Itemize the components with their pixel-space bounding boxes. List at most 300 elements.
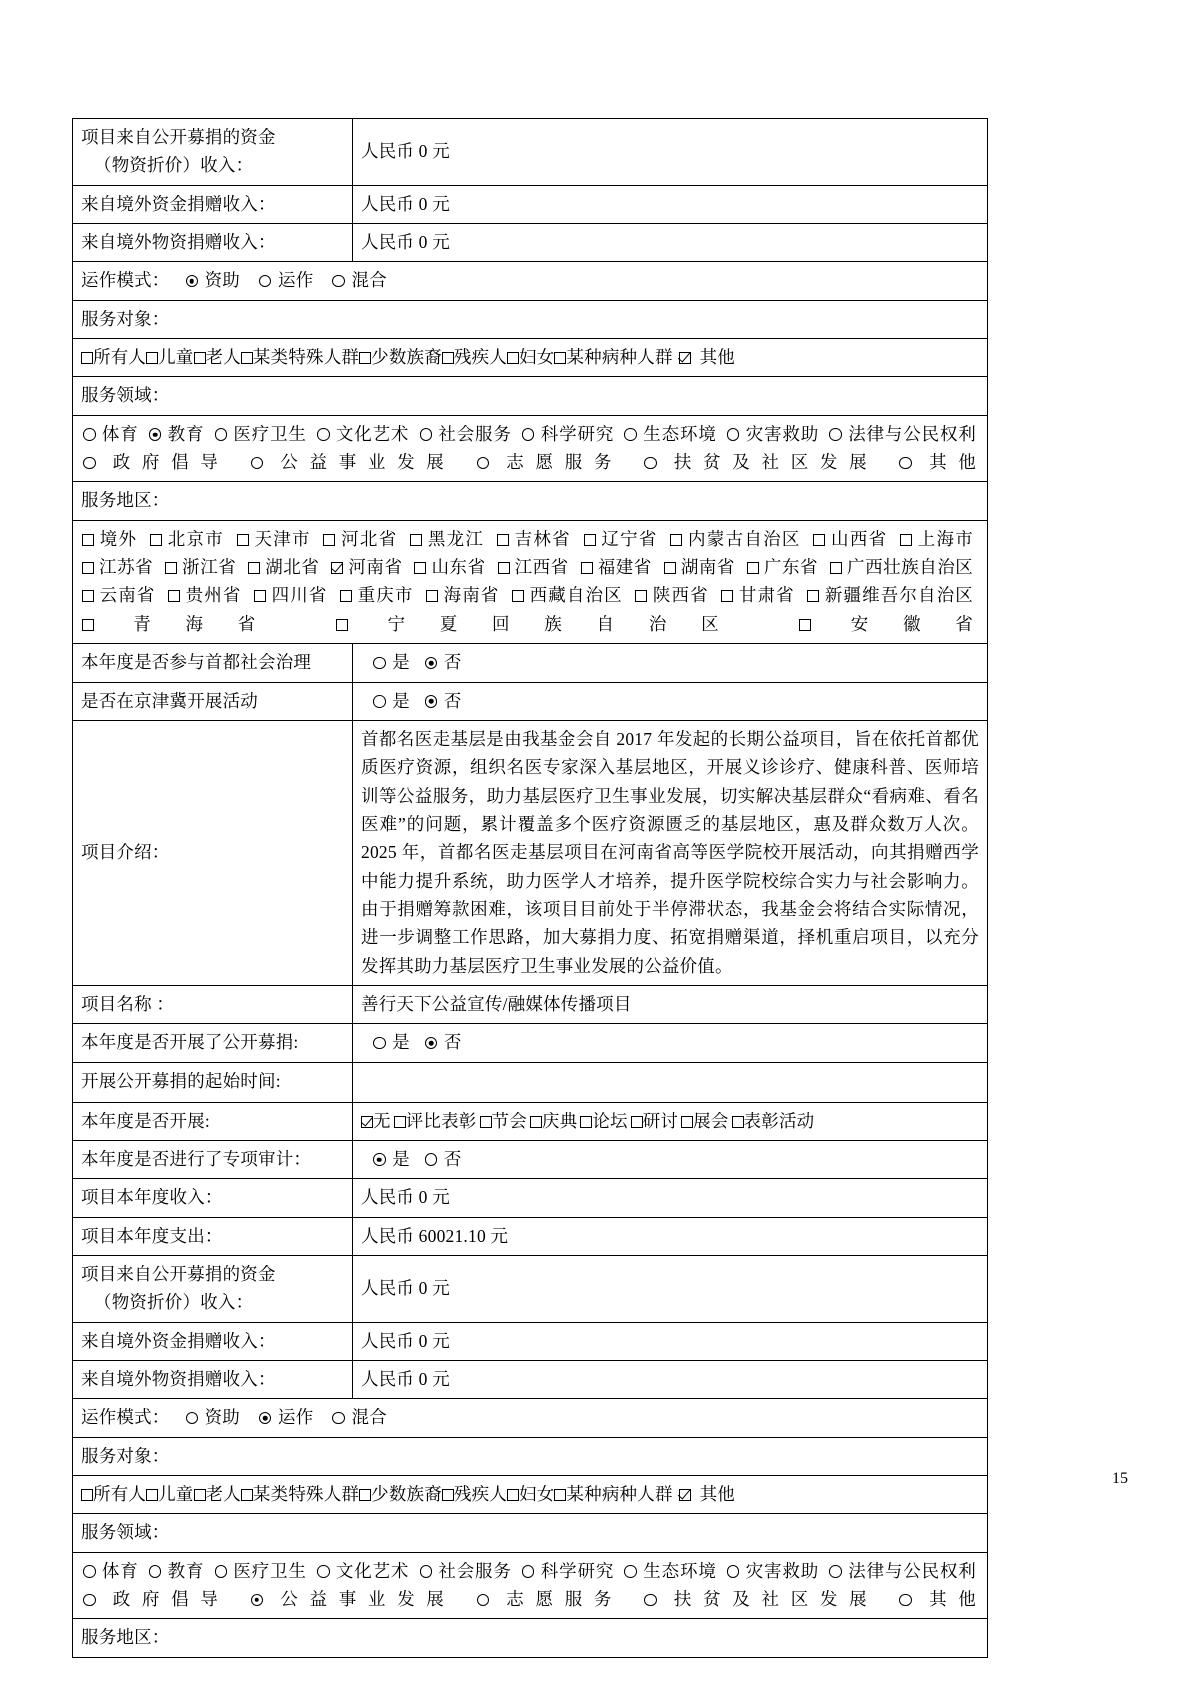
radio-option[interactable] [315, 1561, 409, 1581]
radio-empty-icon[interactable] [420, 1565, 433, 1578]
checkbox-empty-icon[interactable] [507, 1489, 519, 1501]
checkbox-option-label: 少数族裔 [371, 347, 442, 368]
radio-selected-icon[interactable] [259, 1412, 272, 1425]
checkbox-option[interactable] [359, 1484, 442, 1504]
value-b-name: 善行天下公益宣传/融媒体传播项目 [353, 985, 988, 1023]
checkbox-empty-icon[interactable] [747, 562, 759, 574]
checkbox-empty-icon[interactable] [721, 590, 733, 602]
checkbox-option-label: 节会 [491, 1110, 527, 1131]
checkbox-empty-icon[interactable] [442, 1489, 454, 1501]
radio-empty-icon[interactable] [899, 1594, 912, 1607]
radio-empty-icon[interactable] [332, 275, 345, 288]
label-a-service-regions: 服务地区： [73, 482, 988, 520]
radio-option-label: 生态环境 [638, 1560, 717, 1581]
checkbox-option[interactable] [530, 1111, 577, 1131]
radio-option[interactable] [725, 1561, 819, 1581]
checkbox-option[interactable] [194, 347, 241, 367]
radio-empty-icon[interactable] [477, 457, 490, 470]
checkbox-option[interactable] [507, 1484, 554, 1504]
checkbox-option-label: 重庆市 [353, 585, 414, 606]
checkbox-empty-icon[interactable] [635, 590, 647, 602]
radio-selected-icon[interactable] [149, 428, 162, 441]
radio-option[interactable] [827, 1561, 976, 1581]
checkbox-option[interactable] [146, 1484, 193, 1504]
checkbox-empty-icon[interactable] [146, 1489, 158, 1501]
radio-option[interactable] [81, 1561, 139, 1581]
radio-option[interactable] [622, 1561, 716, 1581]
table-row-b-service-objects-label [73, 1437, 988, 1475]
value-b-overseas-fund-income: 人民币 0 元 [353, 1322, 988, 1360]
radio-option-label: 是 [387, 1032, 410, 1053]
checkbox-option-label: 宁夏回族自治区 [349, 613, 754, 634]
checkbox-option[interactable] [339, 585, 414, 605]
checkbox-group-a-service-regions[interactable] [73, 520, 988, 643]
checkbox-option[interactable] [81, 585, 156, 605]
radio-option[interactable] [213, 424, 307, 444]
checkbox-option-label: 山西省 [826, 528, 888, 549]
checkbox-empty-icon[interactable] [799, 619, 811, 631]
radio-option-label: 运作 [273, 270, 314, 291]
checkbox-empty-icon[interactable] [168, 590, 180, 602]
checkbox-empty-icon[interactable] [82, 562, 94, 574]
radio-selected-icon[interactable] [425, 1037, 438, 1050]
checkbox-option-label: 吉林省 [509, 528, 571, 549]
table-row-b-special-audit [73, 1140, 988, 1178]
radio-empty-icon[interactable] [425, 1153, 438, 1166]
radio-option[interactable] [475, 452, 624, 472]
radio-empty-icon[interactable] [420, 428, 433, 441]
radio-option[interactable] [520, 1561, 614, 1581]
radio-group-b-service-fields[interactable] [73, 1552, 988, 1619]
checkbox-option[interactable] [81, 614, 290, 634]
radio-option[interactable] [642, 452, 878, 472]
radio-option-label: 政府倡导 [97, 452, 230, 473]
checkbox-empty-icon[interactable] [670, 534, 682, 546]
radio-option-label: 志愿服务 [491, 452, 624, 473]
checkbox-option[interactable] [81, 347, 146, 367]
radio-option[interactable] [423, 691, 462, 711]
checkbox-option-label: 老人 [205, 1484, 241, 1505]
checkbox-option[interactable] [361, 1111, 391, 1131]
checkbox-option[interactable] [496, 529, 571, 549]
radio-option[interactable] [897, 452, 976, 472]
checkbox-option-label: 广西壮族自治区 [842, 557, 973, 578]
checkbox-option-label: 妇女 [519, 1484, 555, 1505]
checkbox-option-label: 安徽省 [812, 613, 973, 634]
checkbox-option[interactable] [167, 585, 242, 605]
radio-empty-icon[interactable] [83, 457, 96, 470]
checkbox-empty-icon[interactable] [664, 562, 676, 574]
checkbox-option-label: 残疾人 [453, 1484, 508, 1505]
checkbox-option-label: 贵州省 [181, 585, 242, 606]
checkbox-empty-icon[interactable] [194, 352, 206, 364]
table-row-a-jingjinji [73, 682, 988, 720]
checkbox-option-label: 新疆维吾尔自治区 [820, 585, 973, 606]
radio-option[interactable] [622, 424, 716, 444]
radio-empty-icon[interactable] [829, 1565, 842, 1578]
radio-option-label: 社会服务 [434, 423, 512, 444]
checkbox-option-label: 庆典 [541, 1110, 578, 1131]
checkbox-option[interactable] [679, 1484, 735, 1504]
checkbox-option[interactable] [81, 1484, 146, 1504]
radio-option[interactable] [184, 1407, 240, 1427]
checkbox-empty-icon[interactable] [248, 562, 260, 574]
radio-option[interactable] [81, 1589, 230, 1609]
radio-empty-icon[interactable] [522, 1565, 535, 1578]
radio-option[interactable] [315, 424, 409, 444]
radio-option[interactable] [418, 1561, 512, 1581]
label-b-service-fields: 服务领域： [73, 1514, 988, 1552]
radio-selected-icon[interactable] [425, 695, 438, 708]
checkbox-option[interactable] [580, 557, 652, 577]
checkbox-option[interactable] [335, 614, 753, 634]
label-line-2: （物资折价）收入： [94, 1292, 254, 1313]
label-b-operation-mode: 运作模式： [81, 1407, 170, 1428]
radio-empty-icon[interactable] [727, 428, 740, 441]
radio-empty-icon[interactable] [373, 1037, 386, 1050]
checkbox-option[interactable] [798, 614, 973, 634]
radio-option[interactable] [642, 1589, 878, 1609]
checkbox-option[interactable] [164, 557, 236, 577]
radio-option[interactable] [81, 424, 139, 444]
label-a-service-fields: 服务领域： [73, 377, 988, 415]
radio-option[interactable] [330, 1407, 386, 1427]
checkbox-option[interactable] [442, 1484, 507, 1504]
radio-group-a-operation-mode[interactable] [170, 270, 390, 290]
radio-option[interactable] [249, 1589, 456, 1609]
radio-option[interactable] [827, 424, 976, 444]
checkbox-empty-icon[interactable] [530, 1116, 542, 1128]
checkbox-option-label: 山东省 [427, 557, 486, 578]
checkbox-empty-icon[interactable] [237, 534, 249, 546]
checkbox-empty-icon[interactable] [554, 352, 566, 364]
label-b-special-audit: 本年度是否进行了专项审计： [73, 1140, 353, 1178]
checkbox-option[interactable] [241, 1484, 359, 1504]
checkbox-option[interactable] [81, 529, 137, 549]
radio-empty-icon[interactable] [644, 1594, 657, 1607]
radio-option-label: 医疗卫生 [229, 1560, 307, 1581]
checkbox-option-label: 辽宁省 [596, 528, 658, 549]
radio-option[interactable] [371, 652, 410, 672]
radio-empty-icon[interactable] [522, 428, 535, 441]
radio-option-label: 其他 [913, 1589, 976, 1610]
checkbox-option[interactable] [330, 557, 402, 577]
radio-option-label: 否 [439, 690, 462, 711]
label-b-fundraising-start: 开展公开募捐的起始时间: [73, 1062, 353, 1102]
radio-option[interactable] [475, 1589, 624, 1609]
checkbox-option[interactable] [409, 529, 484, 549]
radio-option[interactable] [371, 691, 410, 711]
checkbox-empty-icon[interactable] [394, 1116, 406, 1128]
radio-empty-icon[interactable] [332, 1412, 345, 1425]
checkbox-option-label: 河北省 [336, 528, 398, 549]
checkbox-empty-icon[interactable] [82, 619, 94, 631]
checkbox-empty-icon[interactable] [554, 1489, 566, 1501]
radio-empty-icon[interactable] [186, 1412, 199, 1425]
value-b-overseas-goods-income: 人民币 0 元 [353, 1361, 988, 1399]
checkbox-option[interactable] [806, 585, 973, 605]
radio-empty-icon[interactable] [317, 428, 330, 441]
checkbox-empty-icon[interactable] [410, 534, 422, 546]
checkbox-empty-icon[interactable] [681, 1116, 693, 1128]
radio-option[interactable] [147, 1561, 205, 1581]
radio-option-label: 资助 [200, 270, 240, 291]
checkbox-option[interactable] [497, 557, 569, 577]
checkbox-option[interactable] [511, 585, 623, 605]
checkbox-option-label: 湖北省 [261, 557, 320, 578]
label-a-service-objects: 服务对象： [73, 300, 988, 338]
checkbox-option[interactable] [81, 557, 153, 577]
radio-option-label: 文化艺术 [331, 1560, 410, 1581]
radio-selected-icon[interactable] [186, 275, 199, 288]
radio-option[interactable] [147, 424, 205, 444]
checkbox-option[interactable] [631, 1111, 678, 1131]
radio-empty-icon[interactable] [251, 457, 264, 470]
label-a-overseas-goods-income: 来自境外物资捐赠收入： [73, 224, 353, 262]
checkbox-group-b-activities[interactable] [353, 1102, 988, 1140]
value-b-fundraising-start[interactable] [353, 1062, 988, 1102]
checkbox-empty-icon[interactable] [241, 352, 253, 364]
checkbox-empty-icon[interactable] [442, 352, 454, 364]
radio-group-b-public-fundraising[interactable] [353, 1024, 988, 1062]
radio-option-label: 体育 [97, 1560, 139, 1581]
checkbox-group-a-service-objects[interactable] [73, 339, 988, 377]
value-a-public-fundraising-income: 人民币 0 元 [353, 119, 988, 186]
checkbox-option[interactable] [829, 557, 973, 577]
checkbox-empty-icon[interactable] [81, 352, 93, 364]
checkbox-empty-icon[interactable] [584, 534, 596, 546]
radio-option[interactable] [418, 424, 512, 444]
radio-option[interactable] [249, 452, 456, 472]
checkbox-option[interactable] [413, 557, 485, 577]
checkbox-option[interactable] [480, 1111, 527, 1131]
checkbox-option[interactable] [720, 585, 795, 605]
checkbox-option-label: 儿童 [158, 1484, 194, 1505]
radio-option[interactable] [897, 1589, 976, 1609]
checkbox-option[interactable] [149, 529, 224, 549]
radio-option[interactable] [423, 652, 462, 672]
label-b-public-fundraising: 本年度是否开展了公开募捐: [73, 1024, 353, 1062]
radio-empty-icon[interactable] [644, 457, 657, 470]
checkbox-option[interactable] [679, 347, 735, 367]
checkbox-option[interactable] [507, 347, 554, 367]
checkbox-option[interactable] [394, 1111, 477, 1131]
radio-option[interactable] [371, 1032, 410, 1052]
label-b-activities: 本年度是否开展: [73, 1102, 353, 1140]
radio-option[interactable] [184, 270, 240, 290]
table-row-a-overseas-goods-income [73, 224, 988, 262]
checkbox-empty-icon[interactable] [82, 590, 94, 602]
checkbox-empty-icon[interactable] [498, 562, 510, 574]
checkbox-option-label: 研讨 [642, 1110, 679, 1131]
radio-empty-icon[interactable] [727, 1565, 740, 1578]
table-row-b-activities [73, 1102, 988, 1140]
radio-empty-icon[interactable] [83, 428, 96, 441]
radio-option-label: 其他 [913, 452, 976, 473]
radio-option-label: 社会服务 [434, 1560, 512, 1581]
checkbox-empty-icon[interactable] [81, 1489, 93, 1501]
checkbox-empty-icon[interactable] [732, 1116, 744, 1128]
checkbox-empty-icon[interactable] [359, 352, 371, 364]
radio-option[interactable] [423, 1032, 462, 1052]
radio-empty-icon[interactable] [373, 695, 386, 708]
radio-empty-icon[interactable] [259, 275, 272, 288]
radio-option[interactable] [257, 270, 313, 290]
checkbox-empty-icon[interactable] [813, 534, 825, 546]
radio-option-label: 否 [439, 652, 462, 673]
checkbox-option-label: 所有人 [93, 347, 147, 368]
checkbox-option-label: 江西省 [510, 557, 569, 578]
radio-group-b-operation-mode[interactable] [170, 1407, 390, 1427]
radio-option-label: 灾害救助 [741, 1560, 820, 1581]
radio-empty-icon[interactable] [477, 1594, 490, 1607]
radio-group-a-service-fields[interactable] [73, 415, 988, 482]
checkbox-option-label: 福建省 [593, 557, 652, 578]
radio-option[interactable] [330, 270, 386, 290]
checkbox-option[interactable] [442, 347, 507, 367]
radio-empty-icon[interactable] [215, 428, 228, 441]
checkbox-checked-icon[interactable] [331, 562, 343, 574]
checkbox-empty-icon[interactable] [82, 534, 94, 546]
checkbox-option-label: 陕西省 [648, 585, 709, 606]
radio-selected-icon[interactable] [251, 1594, 264, 1607]
radio-option-label: 科学研究 [536, 1560, 615, 1581]
checkbox-option[interactable] [236, 529, 311, 549]
table-row-a-service-objects [73, 339, 988, 377]
radio-empty-icon[interactable] [624, 428, 637, 441]
checkbox-option[interactable] [634, 585, 709, 605]
label-b-service-regions: 服务地区： [73, 1619, 988, 1657]
checkbox-option[interactable] [194, 1484, 241, 1504]
label-line-2: （物资折价）收入： [94, 155, 254, 176]
radio-option-label: 是 [387, 1148, 410, 1169]
table-row-a-service-regions-label [73, 482, 988, 520]
radio-empty-icon[interactable] [149, 1565, 162, 1578]
table-row-b-public-fundraising [73, 1024, 988, 1062]
checkbox-option-label: 某种病种人群 [566, 1484, 673, 1505]
checkbox-empty-icon[interactable] [194, 1489, 206, 1501]
checkbox-empty-icon[interactable] [507, 352, 519, 364]
checkbox-empty-icon[interactable] [426, 590, 438, 602]
checkbox-empty-icon[interactable] [336, 619, 348, 631]
checkbox-option[interactable] [663, 557, 735, 577]
checkbox-empty-icon[interactable] [480, 1116, 492, 1128]
radio-option[interactable] [371, 1149, 410, 1169]
checkbox-empty-icon[interactable] [414, 562, 426, 574]
radio-empty-icon[interactable] [624, 1565, 637, 1578]
value-a-overseas-goods-income: 人民币 0 元 [353, 224, 988, 262]
checkbox-empty-icon[interactable] [512, 590, 524, 602]
radio-group-a-capital-governance[interactable] [353, 644, 988, 682]
checkbox-option[interactable] [241, 347, 359, 367]
radio-option-label: 否 [439, 1032, 462, 1053]
checkbox-empty-icon[interactable] [359, 1489, 371, 1501]
checkbox-option[interactable] [253, 585, 328, 605]
label-b-overseas-fund-income: 来自境外资金捐赠收入： [73, 1322, 353, 1360]
checkbox-option[interactable] [359, 347, 442, 367]
checkbox-empty-icon[interactable] [581, 562, 593, 574]
checkbox-checked-icon[interactable] [679, 352, 691, 364]
table-row-b-service-objects [73, 1476, 988, 1514]
checkbox-empty-icon[interactable] [631, 1116, 643, 1128]
checkbox-option[interactable] [146, 347, 193, 367]
checkbox-empty-icon[interactable] [241, 1489, 253, 1501]
checkbox-empty-icon[interactable] [340, 590, 352, 602]
checkbox-empty-icon[interactable] [580, 1116, 592, 1128]
checkbox-option[interactable] [554, 347, 672, 367]
checkbox-option-label: 甘肃省 [734, 585, 795, 606]
checkbox-empty-icon[interactable] [323, 534, 335, 546]
checkbox-option[interactable] [554, 1484, 672, 1504]
checkbox-option[interactable] [247, 557, 319, 577]
radio-option-label: 公益事业发展 [265, 1589, 456, 1610]
label-b-expense: 项目本年度支出： [73, 1217, 353, 1255]
table-row-a-service-fields-label [73, 377, 988, 415]
checkbox-option[interactable] [899, 529, 973, 549]
radio-option-label: 教育 [163, 423, 205, 444]
checkbox-option[interactable] [746, 557, 818, 577]
checkbox-empty-icon[interactable] [146, 352, 158, 364]
checkbox-option-label: 评比表彰 [405, 1110, 477, 1131]
checkbox-empty-icon[interactable] [165, 562, 177, 574]
radio-option[interactable] [81, 452, 230, 472]
radio-empty-icon[interactable] [215, 1565, 228, 1578]
checkbox-empty-icon[interactable] [497, 534, 509, 546]
checkbox-option[interactable] [669, 529, 800, 549]
radio-empty-icon[interactable] [83, 1594, 96, 1607]
checkbox-option[interactable] [425, 585, 500, 605]
radio-empty-icon[interactable] [829, 428, 842, 441]
radio-empty-icon[interactable] [899, 457, 912, 470]
label-b-income: 项目本年度收入： [73, 1179, 353, 1217]
radio-selected-icon[interactable] [373, 1153, 386, 1166]
checkbox-checked-icon[interactable] [361, 1116, 373, 1128]
checkbox-option[interactable] [732, 1111, 815, 1131]
radio-empty-icon[interactable] [373, 657, 386, 670]
checkbox-option-label: 老人 [205, 347, 241, 368]
radio-group-b-special-audit[interactable] [353, 1140, 988, 1178]
radio-option[interactable] [213, 1561, 307, 1581]
radio-empty-icon[interactable] [317, 1565, 330, 1578]
radio-option[interactable] [725, 424, 819, 444]
radio-option[interactable] [423, 1149, 462, 1169]
checkbox-option[interactable] [583, 529, 658, 549]
table-row-a-service-fields [73, 415, 988, 482]
checkbox-group-b-service-objects[interactable] [73, 1476, 988, 1514]
checkbox-empty-icon[interactable] [807, 590, 819, 602]
checkbox-checked-icon[interactable] [679, 1489, 691, 1501]
checkbox-option[interactable] [580, 1111, 627, 1131]
value-a-overseas-fund-income: 人民币 0 元 [353, 185, 988, 223]
checkbox-empty-icon[interactable] [150, 534, 162, 546]
checkbox-empty-icon[interactable] [830, 562, 842, 574]
radio-option[interactable] [257, 1407, 313, 1427]
radio-option[interactable] [520, 424, 614, 444]
radio-group-a-jingjinji[interactable] [353, 682, 988, 720]
radio-selected-icon[interactable] [425, 657, 438, 670]
checkbox-option[interactable] [681, 1111, 728, 1131]
checkbox-option[interactable] [812, 529, 887, 549]
radio-option-label: 政府倡导 [97, 1589, 230, 1610]
checkbox-empty-icon[interactable] [254, 590, 266, 602]
checkbox-option-label: 少数族裔 [371, 1484, 442, 1505]
checkbox-option-label: 展会 [693, 1110, 729, 1131]
radio-empty-icon[interactable] [83, 1565, 96, 1578]
label-a-operation-mode: 运作模式： [81, 270, 170, 291]
checkbox-option[interactable] [322, 529, 397, 549]
checkbox-option-label: 河南省 [344, 557, 403, 578]
checkbox-empty-icon[interactable] [900, 534, 912, 546]
